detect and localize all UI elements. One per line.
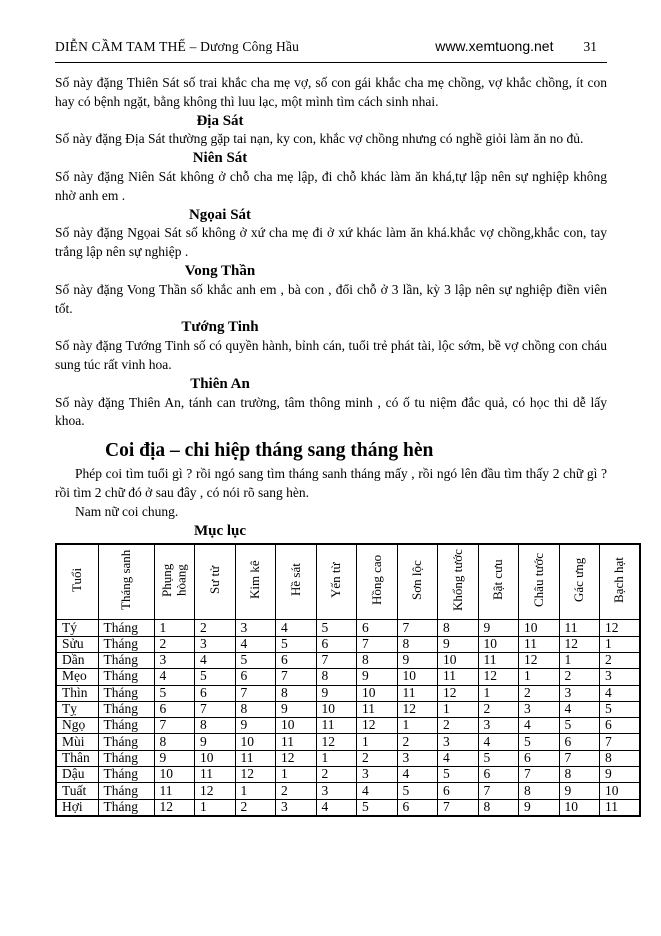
value-cell: 12 [357,718,398,734]
value-cell: 7 [235,685,276,701]
value-cell: 10 [276,718,317,734]
value-cell: 8 [357,652,398,668]
value-cell: 5 [235,652,276,668]
value-cell: 8 [438,620,479,636]
value-cell: 12 [195,783,236,799]
value-cell: 3 [276,799,317,816]
section-heading-tuong-tinh: Tướng Tinh [181,319,259,336]
value-cell: 4 [235,636,276,652]
value-cell: 11 [276,734,317,750]
value-cell: 11 [316,718,357,734]
thang-cell: Tháng [98,783,154,799]
value-cell: 9 [600,767,641,783]
table-row [56,783,640,799]
value-cell: 12 [316,734,357,750]
value-cell: 11 [235,750,276,766]
tuoi-cell: Mẹo [56,669,98,685]
value-cell: 11 [600,799,641,816]
value-cell: 6 [316,636,357,652]
table-row [56,750,640,766]
value-cell: 8 [600,750,641,766]
value-cell: 5 [478,750,519,766]
value-cell: 5 [316,620,357,636]
chapter-title: Coi địa – chi hiệp tháng sang tháng hèn [105,440,434,462]
column-header: Hề sát [276,544,317,620]
tuoi-cell: Dần [56,652,98,668]
column-header: Khổng tước [438,544,479,620]
value-cell: 4 [397,767,438,783]
value-cell: 9 [276,701,317,717]
column-header: Sơn lộc [397,544,438,620]
column-header: Sư tử [195,544,236,620]
table-row [56,718,640,734]
section-heading-thien-an: Thiên An [190,375,250,392]
value-cell: 5 [559,718,600,734]
thang-cell: Tháng [98,734,154,750]
tuoi-cell: Thân [56,750,98,766]
tuoi-cell: Tý [56,620,98,636]
value-cell: 9 [438,636,479,652]
value-cell: 6 [519,750,560,766]
value-cell: 6 [600,718,641,734]
table-row [56,620,640,636]
value-cell: 9 [559,783,600,799]
page-header [55,38,607,55]
value-cell: 9 [478,620,519,636]
value-cell: 4 [276,620,317,636]
value-cell: 10 [397,669,438,685]
value-cell: 8 [559,767,600,783]
value-cell: 6 [235,669,276,685]
value-cell: 3 [519,701,560,717]
value-cell: 2 [154,636,195,652]
value-cell: 7 [397,620,438,636]
value-cell: 3 [195,636,236,652]
thang-cell: Tháng [98,636,154,652]
value-cell: 4 [316,799,357,816]
value-cell: 4 [357,783,398,799]
value-cell: 9 [316,685,357,701]
tuoi-cell: Ngọ [56,718,98,734]
value-cell: 2 [357,750,398,766]
value-cell: 5 [397,783,438,799]
value-cell: 7 [519,767,560,783]
tuoi-cell: Dậu [56,767,98,783]
tuoi-cell: Hợi [56,799,98,816]
value-cell: 5 [600,701,641,717]
value-cell: 12 [519,652,560,668]
value-cell: 1 [397,718,438,734]
tuoi-cell: Thìn [56,685,98,701]
section-heading-vong-than: Vong Thần [184,262,256,279]
table-row [56,636,640,652]
value-cell: 1 [438,701,479,717]
value-cell: 6 [478,767,519,783]
site-url: www.xemtuong.net [435,38,554,54]
value-cell: 1 [195,799,236,816]
value-cell: 2 [559,669,600,685]
thang-cell: Tháng [98,767,154,783]
value-cell: 7 [438,799,479,816]
value-cell: 2 [600,652,641,668]
value-cell: 2 [235,799,276,816]
value-cell: 6 [154,701,195,717]
thang-cell: Tháng [98,701,154,717]
value-cell: 11 [438,669,479,685]
value-cell: 1 [478,685,519,701]
table-row [56,799,640,816]
value-cell: 10 [600,783,641,799]
value-cell: 12 [276,750,317,766]
column-header: Kim kê [235,544,276,620]
value-cell: 3 [235,620,276,636]
value-cell: 5 [357,799,398,816]
column-header: Hồng cao [357,544,398,620]
value-cell: 7 [316,652,357,668]
thang-cell: Tháng [98,799,154,816]
value-cell: 9 [154,750,195,766]
value-cell: 12 [438,685,479,701]
value-cell: 5 [276,636,317,652]
value-cell: 3 [316,783,357,799]
value-cell: 2 [519,685,560,701]
value-cell: 7 [600,734,641,750]
value-cell: 5 [195,669,236,685]
thang-cell: Tháng [98,685,154,701]
value-cell: 12 [397,701,438,717]
tuoi-cell: Tuất [56,783,98,799]
value-cell: 8 [519,783,560,799]
value-cell: 2 [438,718,479,734]
table-row [56,669,640,685]
value-cell: 3 [357,767,398,783]
value-cell: 12 [559,636,600,652]
value-cell: 10 [438,652,479,668]
value-cell: 5 [519,734,560,750]
value-cell: 9 [519,799,560,816]
value-cell: 5 [154,685,195,701]
column-header: Châu tước [519,544,560,620]
value-cell: 2 [316,767,357,783]
value-cell: 8 [235,701,276,717]
value-cell: 6 [559,734,600,750]
value-cell: 8 [276,685,317,701]
value-cell: 7 [276,669,317,685]
value-cell: 1 [357,734,398,750]
table-body [56,620,640,816]
value-cell: 10 [195,750,236,766]
value-cell: 1 [235,783,276,799]
value-cell: 8 [195,718,236,734]
table-row [56,701,640,717]
value-cell: 4 [559,701,600,717]
value-cell: 1 [559,652,600,668]
value-cell: 11 [357,701,398,717]
value-cell: 12 [235,767,276,783]
value-cell: 1 [154,620,195,636]
value-cell: 2 [195,620,236,636]
value-cell: 8 [478,799,519,816]
table-title: Mục lục [193,522,247,539]
value-cell: 9 [397,652,438,668]
value-cell: 3 [397,750,438,766]
value-cell: 11 [559,620,600,636]
value-cell: 6 [276,652,317,668]
value-cell: 7 [154,718,195,734]
table-header-row [56,544,640,620]
value-cell: 3 [438,734,479,750]
tuoi-cell: Mùi [56,734,98,750]
tuoi-cell: Sửu [56,636,98,652]
column-header: Yến từ [316,544,357,620]
value-cell: 10 [357,685,398,701]
value-cell: 11 [478,652,519,668]
page-number: 31 [583,39,597,54]
value-cell: 4 [478,734,519,750]
value-cell: 1 [519,669,560,685]
value-cell: 5 [438,767,479,783]
value-cell: 4 [195,652,236,668]
value-cell: 8 [397,636,438,652]
thang-cell: Tháng [98,620,154,636]
body-paragraph: Phép coi tìm tuổi gì ? rồi ngó sang tìm tháng sanh tháng mấy , rồi ngó lên đầu tìm thấy 2 chữ gì ? rồi tìm 2 chữ đó ở sau đây , có nói rõ sang hèn. [55,466,607,500]
value-cell: 9 [235,718,276,734]
value-cell: 11 [195,767,236,783]
section-heading-dia-sat: Địa Sát [196,112,244,129]
value-cell: 10 [154,767,195,783]
value-cell: 9 [357,669,398,685]
table-row [56,652,640,668]
value-cell: 1 [600,636,641,652]
value-cell: 6 [195,685,236,701]
body-paragraph: Số này đặng Thiên Sát số trai khắc cha mẹ vợ, số con gái khắc cha mẹ chồng, vợ khắc chồng, ít con hay có bệnh ngặt, bằng không thì luu lạc, một mình tìm cách sinh nhai. [55,75,607,109]
value-cell: 1 [276,767,317,783]
document-title: DIỄN CẦM TAM THẾ – Dương Công Hầu [55,39,300,54]
column-header: Bật cưu [478,544,519,620]
value-cell: 8 [154,734,195,750]
value-cell: 4 [600,685,641,701]
value-cell: 6 [397,799,438,816]
tuoi-cell: Tỵ [56,701,98,717]
value-cell: 10 [559,799,600,816]
value-cell: 10 [235,734,276,750]
body-paragraph: Nam nữ coi chung. [75,503,179,519]
column-header: Gác ưng [559,544,600,620]
value-cell: 7 [195,701,236,717]
header-rule [55,62,607,63]
body-paragraph: Số này đặng Niên Sát không ở chỗ cha mẹ lập, đi chỗ khác làm ăn khá,tự lập nên sự nghiệp không nhờ anh em . [55,168,607,203]
value-cell: 2 [276,783,317,799]
value-cell: 11 [397,685,438,701]
body-paragraph: Số này đặng Vong Thần số khắc anh em , bà con , đổi chỗ ở 3 lần, kỳ 3 lập nên sự nghiệp điền viên tốt. [55,281,607,316]
table-row [56,767,640,783]
body-paragraph: Số này đặng Tướng Tinh số có quyền hành, bỉnh cán, tuổi trẻ phát tài, lộc sớm, bề vợ chồng con cháu sung túc rất vinh hoa. [55,338,607,372]
value-cell: 6 [357,620,398,636]
table-row [56,685,640,701]
thang-cell: Tháng [98,750,154,766]
column-header: Tháng sanh [98,544,154,620]
value-cell: 4 [438,750,479,766]
muc-luc-table [55,543,641,817]
value-cell: 10 [519,620,560,636]
value-cell: 7 [559,750,600,766]
value-cell: 7 [357,636,398,652]
column-header: Bạch hạt [600,544,641,620]
body-paragraph: Số này đặng Địa Sát thường gặp tai nạn, ky con, khắc vợ chồng nhưng có nghề giỏi làm ăn no đủ. [55,131,584,147]
table-row [56,734,640,750]
value-cell: 2 [397,734,438,750]
thang-cell: Tháng [98,669,154,685]
value-cell: 12 [600,620,641,636]
value-cell: 9 [195,734,236,750]
value-cell: 2 [478,701,519,717]
value-cell: 11 [154,783,195,799]
value-cell: 4 [519,718,560,734]
thang-cell: Tháng [98,718,154,734]
value-cell: 8 [316,669,357,685]
column-header: Phụng hòang [154,544,195,620]
section-heading-nien-sat: Niên Sát [192,150,248,167]
value-cell: 3 [600,669,641,685]
value-cell: 6 [438,783,479,799]
body-paragraph: Số này đặng Thiên An, tánh can trường, tâm thông minh , có ố tu niệm đắc quả, có học thi dễ lấy khoa. [55,394,607,429]
value-cell: 1 [316,750,357,766]
value-cell: 10 [478,636,519,652]
value-cell: 12 [478,669,519,685]
body-paragraph: Số này đặng Ngọai Sát số không ở xứ cha mẹ đi ở xứ khác làm ăn khá.khắc vợ chồng,khắc con, tay trắng lập nên sự nghiệp . [55,225,607,260]
value-cell: 10 [316,701,357,717]
value-cell: 4 [154,669,195,685]
value-cell: 7 [478,783,519,799]
value-cell: 3 [154,652,195,668]
column-header: Tuổi [56,544,98,620]
section-heading-ngoai-sat: Ngọai Sát [188,206,252,223]
value-cell: 3 [559,685,600,701]
value-cell: 12 [154,799,195,816]
thang-cell: Tháng [98,652,154,668]
value-cell: 11 [519,636,560,652]
value-cell: 3 [478,718,519,734]
